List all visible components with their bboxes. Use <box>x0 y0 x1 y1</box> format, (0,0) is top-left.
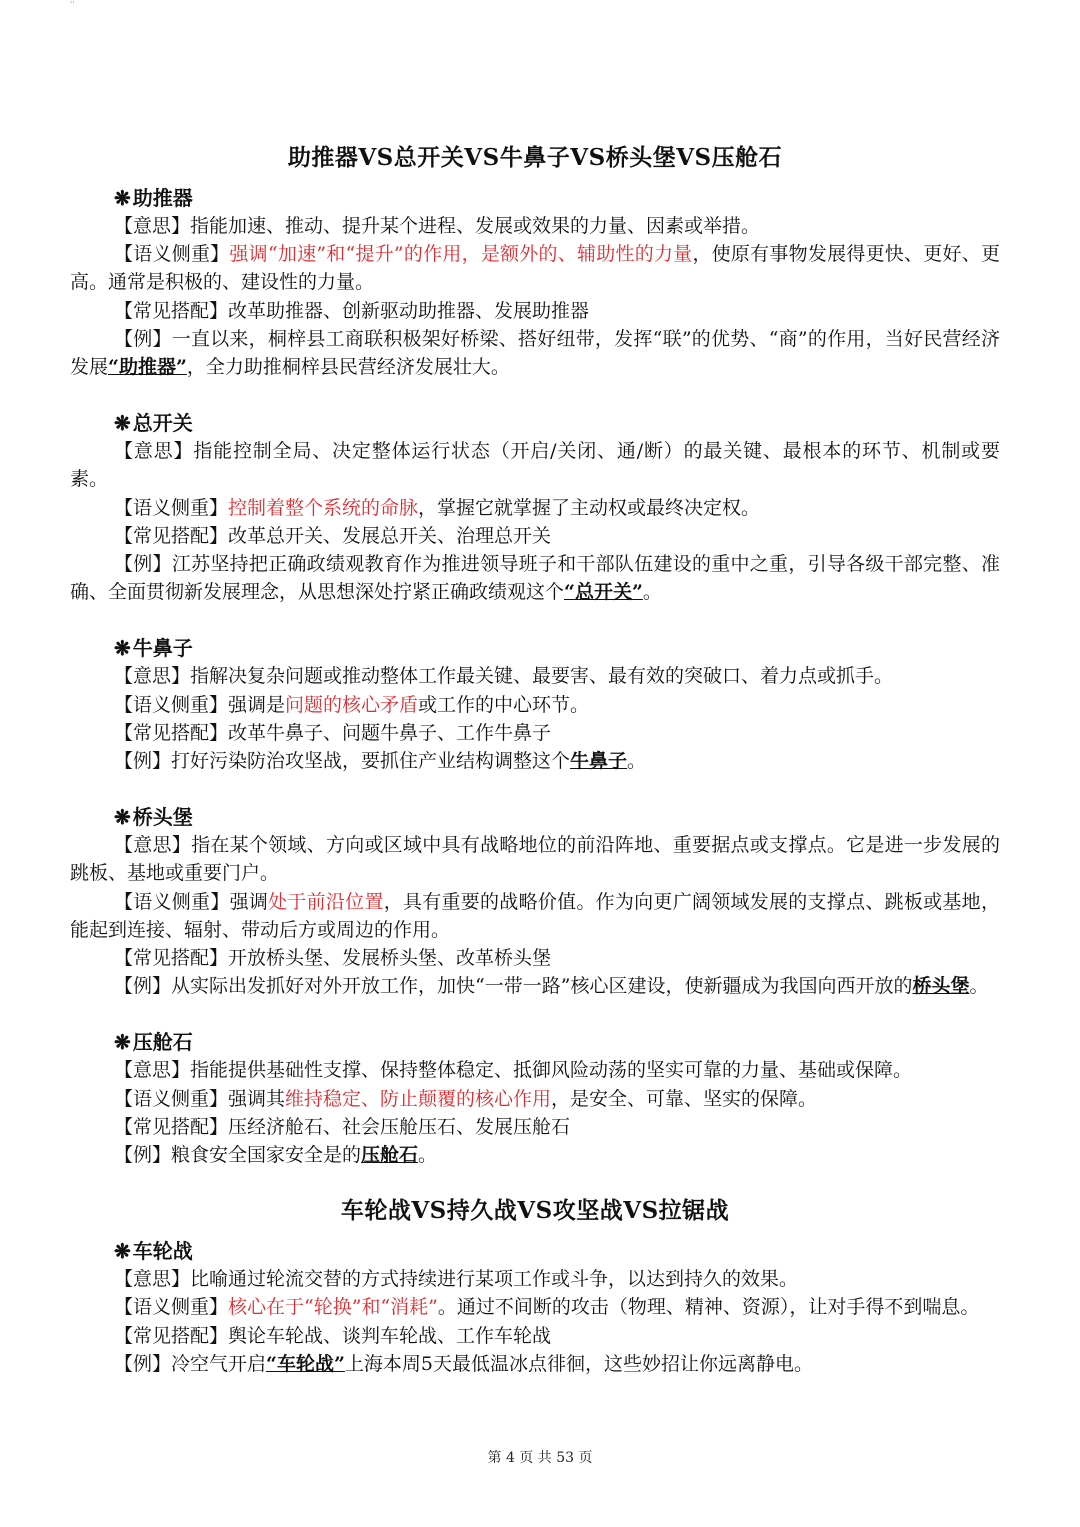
example-text-end: 上海本周5天最低温冰点徘徊，这些妙招让你远离静电。 <box>344 1352 813 1375</box>
collocation-text: 改革牛鼻子、问题牛鼻子、工作牛鼻子 <box>228 721 552 744</box>
meaning-label: 【意思】 <box>114 834 192 857</box>
example-line <box>70 972 1000 1000</box>
example-line <box>70 1350 1000 1378</box>
meaning-text: 指在某个领域、方向或区域中具有战略地位的前沿阵地、重要据点或支撑点。它是进一步发展的跳板、基地或重要门户。 <box>70 834 1000 885</box>
emphasis-highlight: 控制着整个系统的命脉 <box>228 496 419 519</box>
example-text: 打好污染防治攻坚战，要抓住产业结构调整这个 <box>171 750 571 773</box>
term-name: 车轮战 <box>132 1239 193 1264</box>
collocation-text: 改革总开关、发展总开关、治理总开关 <box>228 524 552 547</box>
meaning-line <box>70 1265 1000 1293</box>
emphasis-text: ，具有重要的战略价值。作为向更广阔领域发展的支撑点、跳板或基地，能起到连接、辐射、带动后方或周边的作用。 <box>70 890 1000 941</box>
emphasis-label: 【语义侧重】 <box>114 243 230 266</box>
term-name: 助推器 <box>132 186 193 210</box>
example-text-end: 。 <box>627 750 647 773</box>
collocation-line <box>70 719 1000 747</box>
emphasis-text: ，是安全、可靠、坚实的保障。 <box>551 1087 818 1110</box>
star-icon: ❋ <box>114 805 131 830</box>
collocation-text: 舆论车轮战、谈判车轮战、工作车轮战 <box>228 1324 552 1347</box>
emphasis-highlight: 处于前沿位置 <box>268 890 384 913</box>
example-keyword: 压舱石 <box>361 1144 419 1167</box>
example-label: 【例】 <box>114 1144 172 1167</box>
meaning-line <box>70 662 1000 690</box>
term-heading <box>114 803 1000 831</box>
meaning-label: 【意思】 <box>114 1268 191 1291</box>
emphasis-line <box>70 1085 1000 1113</box>
example-label: 【例】 <box>114 327 172 350</box>
example-text-end: 。 <box>969 975 989 998</box>
meaning-line <box>70 437 1000 493</box>
section-title: 车轮战VS持久战VS攻坚战VS拉锯战 <box>340 1197 730 1225</box>
example-text: 冷空气开启 <box>171 1352 267 1375</box>
example-text: 粮食安全国家安全是的 <box>171 1144 362 1167</box>
example-label: 【例】 <box>114 1352 172 1375</box>
example-keyword: “助推器” <box>108 356 187 379</box>
emphasis-label: 【语义侧重】 <box>114 1296 229 1319</box>
collocation-line <box>70 1322 1000 1350</box>
term-name: 总开关 <box>132 411 193 436</box>
term-heading <box>114 409 1000 437</box>
star-icon: ❋ <box>114 1030 131 1055</box>
corner-mark: '' <box>70 0 75 9</box>
collocation-line <box>70 1113 1000 1141</box>
meaning-text: 指能加速、推动、提升某个进程、发展或效果的力量、因素或举措。 <box>190 215 761 237</box>
example-line <box>70 550 1000 606</box>
example-text: 从实际出发抓好对外开放工作，加快“一带一路”核心区建设，使新疆成为我国向西开放的 <box>171 975 913 998</box>
document-body <box>70 138 1000 1378</box>
emphasis-text: ，掌握它就掌握了主动权或最终决定权。 <box>418 496 761 519</box>
collocation-text: 开放桥头堡、发展桥头堡、改革桥头堡 <box>228 947 552 970</box>
emphasis-label: 【语义侧重】 <box>114 1087 229 1110</box>
emphasis-text-start: 强调是 <box>228 693 286 716</box>
star-icon: ❋ <box>114 411 131 436</box>
term-heading <box>114 1028 1000 1056</box>
section-title: 助推器VS总开关VS牛鼻子VS桥头堡VS压舱石 <box>287 144 783 171</box>
page-footer: 第 4 页 共 53 页 <box>487 1450 593 1466</box>
example-label: 【例】 <box>114 750 172 773</box>
emphasis-line <box>70 888 1000 944</box>
collocation-label: 【常见搭配】 <box>114 721 229 744</box>
emphasis-line <box>70 240 1000 296</box>
term-heading <box>114 634 1000 662</box>
example-text-end: 。 <box>418 1144 438 1167</box>
meaning-line <box>70 831 1000 887</box>
example-label: 【例】 <box>114 553 172 576</box>
meaning-label: 【意思】 <box>114 1059 191 1082</box>
meaning-label: 【意思】 <box>114 215 191 237</box>
example-line <box>70 325 1000 381</box>
emphasis-text: ，使原有事物发展得更快、更好、更高。通常是积极的、建设性的力量。 <box>70 243 1000 294</box>
meaning-line <box>70 1056 1000 1084</box>
collocation-line <box>70 297 1000 325</box>
emphasis-label: 【语义侧重】 <box>114 496 229 519</box>
meaning-text: 指解决复杂问题或推动整体工作最关键、最要害、最有效的突破口、着力点或抓手。 <box>190 665 894 688</box>
meaning-text: 指能控制全局、决定整体运行状态（开启/关闭、通/断）的最关键、最根本的环节、机制或要素。 <box>70 440 1000 491</box>
example-text-end: 。 <box>642 581 662 604</box>
term-name: 桥头堡 <box>132 805 193 830</box>
example-line <box>70 1141 1000 1169</box>
meaning-label: 【意思】 <box>114 440 194 463</box>
example-text-end: ，全力助推桐梓县民营经济发展壮大。 <box>186 356 510 379</box>
example-text: 一直以来，桐梓县工商联积极架好桥梁、搭好纽带，发挥“联”的优势、“商”的作用，当好民营经济发展 <box>70 327 1000 379</box>
collocation-text: 压经济舱石、社会压舱压石、发展压舱石 <box>228 1115 571 1138</box>
term-heading <box>114 184 1000 212</box>
example-keyword: 桥头堡 <box>912 975 970 998</box>
meaning-text: 比喻通过轮流交替的方式持续进行某项工作或斗争，以达到持久的效果。 <box>190 1268 799 1291</box>
collocation-text: 改革助推器、创新驱动助推器、发展助推器 <box>228 299 590 322</box>
collocation-label: 【常见搭配】 <box>114 524 229 547</box>
term-name: 压舱石 <box>132 1030 193 1055</box>
emphasis-highlight: 维持稳定、防止颠覆的核心作用 <box>285 1087 552 1110</box>
emphasis-text: 。通过不间断的攻击（物理、精神、资源），让对手得不到喘息。 <box>437 1296 980 1319</box>
example-text: 江苏坚持把正确政绩观教育作为推进领导班子和干部队伍建设的重中之重，引导各级干部完整、准确、全面贯彻新发展理念，从思想深处拧紧正确政绩观这个 <box>70 553 1000 604</box>
example-label: 【例】 <box>114 975 172 998</box>
emphasis-text-start: 强调其 <box>228 1087 286 1110</box>
emphasis-text: 或工作的中心环节。 <box>418 693 590 716</box>
emphasis-highlight: 问题的核心矛盾 <box>285 693 419 716</box>
collocation-line <box>70 944 1000 972</box>
emphasis-line <box>70 1293 1000 1321</box>
example-keyword: 牛鼻子 <box>570 750 628 773</box>
emphasis-line <box>70 691 1000 719</box>
collocation-label: 【常见搭配】 <box>114 947 229 970</box>
star-icon: ❋ <box>114 636 131 661</box>
emphasis-label: 【语义侧重】 <box>114 693 229 716</box>
meaning-label: 【意思】 <box>114 665 191 688</box>
star-icon: ❋ <box>114 186 131 210</box>
meaning-text: 指能提供基础性支撑、保持整体稳定、抵御风险动荡的坚实可靠的力量、基础或保障。 <box>190 1059 913 1082</box>
emphasis-text-start: 强调 <box>229 890 269 913</box>
meaning-line <box>70 212 1000 240</box>
collocation-label: 【常见搭配】 <box>114 1324 229 1347</box>
collocation-line <box>70 522 1000 550</box>
term-name: 牛鼻子 <box>132 636 193 661</box>
emphasis-line <box>70 494 1000 522</box>
collocation-label: 【常见搭配】 <box>114 1115 229 1138</box>
example-keyword: “总开关” <box>564 581 643 604</box>
example-keyword: “车轮战” <box>266 1352 345 1375</box>
collocation-label: 【常见搭配】 <box>114 299 229 322</box>
term-heading <box>114 1237 1000 1265</box>
emphasis-highlight: 强调“加速”和“提升”的作用，是额外的、辅助性的力量 <box>229 243 693 266</box>
emphasis-highlight: 核心在于“轮换”和“消耗” <box>228 1296 438 1319</box>
example-line <box>70 747 1000 775</box>
emphasis-label: 【语义侧重】 <box>114 890 230 913</box>
star-icon: ❋ <box>114 1239 131 1264</box>
